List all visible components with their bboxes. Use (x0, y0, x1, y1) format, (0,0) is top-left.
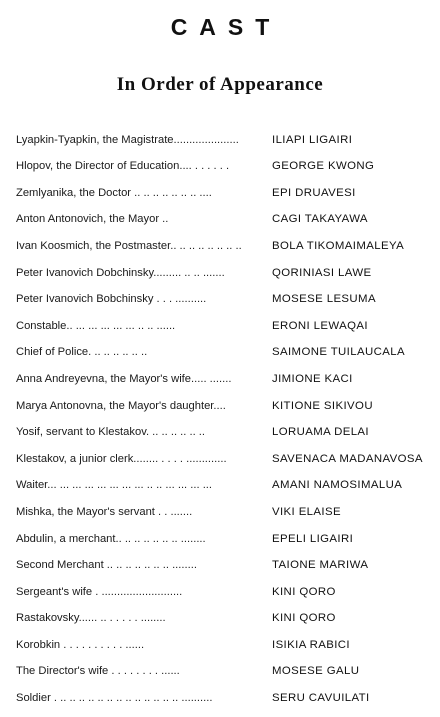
cast-role: The Director's wife . . . . . . . . ...... (16, 665, 180, 678)
cast-role: Korobkin . . . . . . . . . . ...... (16, 638, 145, 651)
page-title: CAST (170, 14, 282, 40)
cast-actor: KINI QORO (272, 585, 336, 598)
cast-row (16, 519, 440, 546)
cast-actor: KINI QORO (272, 612, 336, 625)
cast-actor: CAGI TAKAYAWA (272, 213, 368, 226)
cast-role: Constable.. ... ... ... ... ... .. .. ...... (16, 319, 176, 332)
cast-actor: ILIAPI LIGAIRI (272, 133, 353, 146)
cast-actor: EPI DRUAVESI (272, 186, 356, 199)
cast-actor: AMANI NAMOSIMALUA (272, 479, 403, 492)
cast-role: Marya Antonovna, the Mayor's daughter.... (16, 399, 226, 412)
cast-row (16, 306, 440, 333)
cast-role: Chief of Police. .. .. .. .. .. .. (16, 346, 148, 359)
cast-actor: BOLA TIKOMAIMALEYA (272, 239, 405, 252)
cast-role: Soldier . .. .. .. .. .. .. .. .. .. .. .. .. .. .......... (16, 692, 213, 705)
cast-actor: TAIONE MARIWA (272, 559, 369, 572)
cast-role: Anna Andreyevna, the Mayor's wife..... ....... (16, 372, 232, 385)
cast-row (16, 625, 440, 652)
cast-row (16, 333, 440, 360)
cast-actor: VIKI ELAISE (272, 505, 341, 518)
cast-row (16, 572, 440, 599)
cast-actor: ISIKIA RABICI (272, 638, 350, 651)
cast-row (16, 386, 440, 413)
cast-role: Mishka, the Mayor's servant . . ....... (16, 505, 193, 518)
cast-row (16, 253, 440, 280)
cast-row (16, 546, 440, 573)
cast-row (16, 678, 440, 705)
cast-row (16, 280, 440, 307)
cast-row (16, 226, 440, 253)
cast-actor: QORINIASI LAWE (272, 266, 372, 279)
cast-row (16, 492, 440, 519)
cast-actor: LORUAMA DELAI (272, 426, 369, 439)
cast-row (16, 413, 440, 440)
cast-role: Peter Ivanovich Bobchinsky . . . .......... (16, 293, 207, 306)
cast-row (16, 439, 440, 466)
cast-row (16, 200, 440, 227)
cast-role: Lyapkin-Tyapkin, the Magistrate..................... (16, 133, 239, 146)
cast-role: Yosif, servant to Klestakov. .. .. .. .. .. .. (16, 426, 206, 439)
cast-actor: ERONI LEWAQAI (272, 319, 368, 332)
cast-actor: SAVENACA MADANAVOSA (272, 452, 423, 465)
cast-actor: SERU CAVUILATI (272, 692, 370, 705)
cast-role: Zemlyanika, the Doctor .. .. .. .. .. .. .. .... (16, 186, 212, 199)
cast-actor: MOSESE LESUMA (272, 293, 376, 306)
cast-row (16, 147, 440, 174)
cast-role: Hlopov, the Director of Education.... . . . . . . (16, 160, 230, 173)
cast-row (16, 599, 440, 626)
cast-row (16, 359, 440, 386)
cast-row (16, 173, 440, 200)
cast-actor: MOSESE GALU (272, 665, 360, 678)
cast-row (16, 466, 440, 493)
cast-actor: JIMIONE KACI (272, 372, 353, 385)
cast-role: Rastakovsky...... .. . . . . . ........ (16, 612, 166, 625)
cast-actor: EPELI LIGAIRI (272, 532, 354, 545)
page-subtitle: In Order of Appearance (116, 74, 324, 95)
cast-list (16, 120, 440, 705)
cast-actor: SAIMONE TUILAUCALA (272, 346, 405, 359)
cast-role: Peter Ivanovich Dobchinsky......... .. .. ....... (16, 266, 225, 279)
cast-role: Klestakov, a junior clerk........ . . . . ............. (16, 452, 227, 465)
cast-role: Sergeant's wife . .......................... (16, 585, 183, 598)
cast-actor: GEORGE KWONG (272, 160, 375, 173)
cast-role: Abdulin, a merchant.. .. .. .. .. .. .. ........ (16, 532, 206, 545)
cast-role: Anton Antonovich, the Mayor .. (16, 213, 169, 226)
cast-actor: KITIONE SIKIVOU (272, 399, 373, 412)
cast-row (16, 652, 440, 679)
cast-role: Second Merchant .. .. .. .. .. .. .. ........ (16, 559, 197, 572)
cast-row (16, 120, 440, 147)
cast-role: Waiter... ... ... ... ... ... ... ... .. .. ... ... ... ... (16, 479, 213, 492)
cast-role: Ivan Koosmich, the Postmaster.. .. .. .. .. .. .. .. (16, 239, 242, 252)
